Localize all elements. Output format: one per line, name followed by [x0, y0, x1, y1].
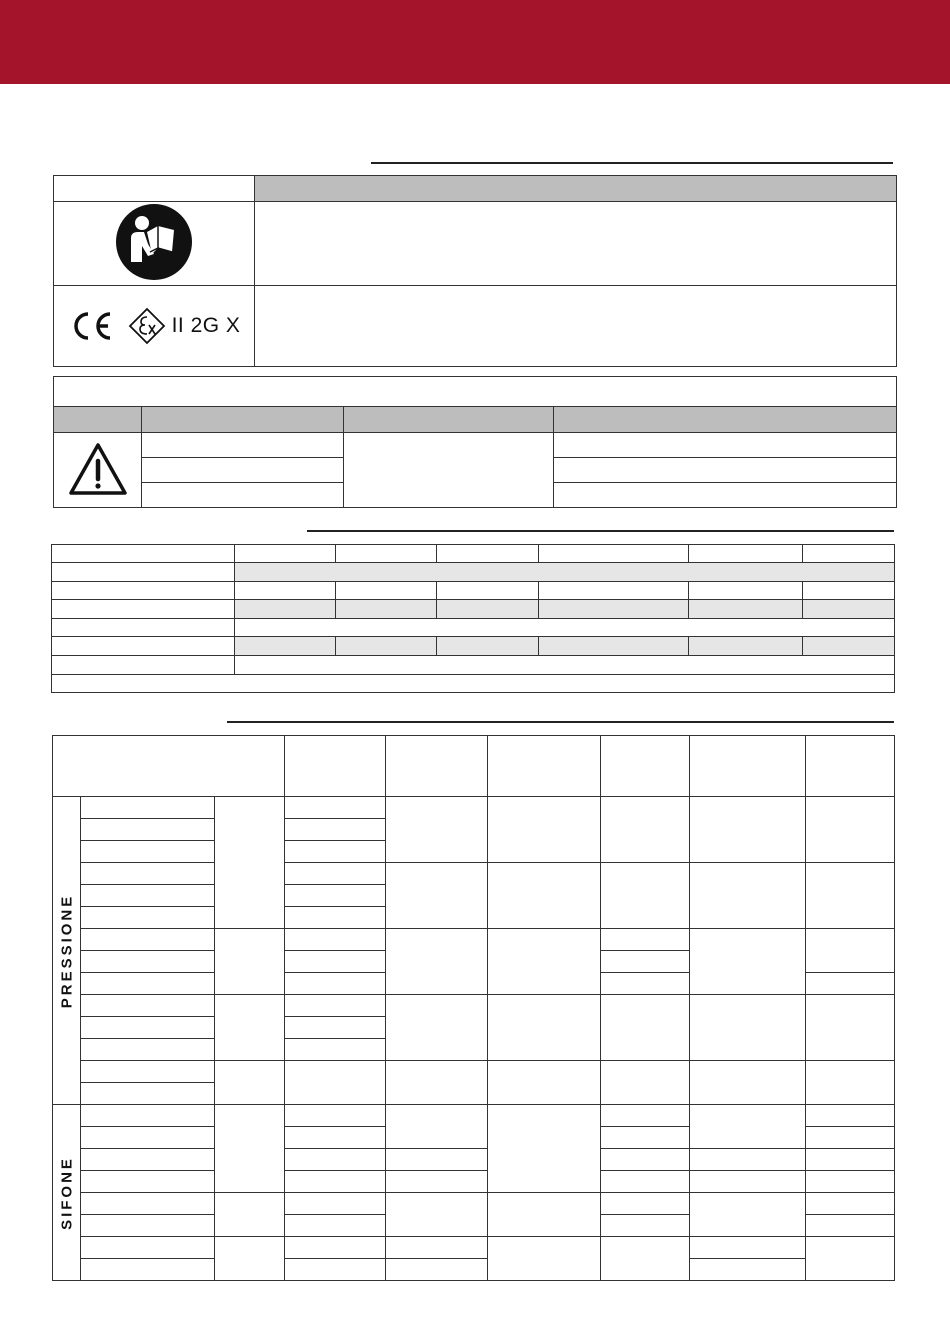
tech-cell [52, 619, 235, 637]
pressione-label: PRESSIONE [58, 893, 75, 1008]
tech-cell [803, 582, 895, 600]
pressione-label-cell [53, 797, 81, 1105]
config-cell [806, 1193, 895, 1215]
config-cell [386, 1259, 488, 1281]
config-cell [285, 1215, 386, 1237]
config-cell [81, 951, 215, 973]
config-cell [285, 819, 386, 841]
config-cell [81, 929, 215, 951]
section-rule-3 [227, 721, 894, 723]
config-cell [285, 1259, 386, 1281]
config-cell [81, 1017, 215, 1039]
config-cell [285, 1105, 386, 1127]
config-cell [285, 863, 386, 885]
config-cell [806, 1127, 895, 1149]
tech-cell [52, 637, 235, 656]
atex-marking: II 2G X [171, 314, 241, 337]
sifone-label-cell [53, 1105, 81, 1281]
tech-cell [539, 545, 689, 563]
config-cell [806, 1215, 895, 1237]
manual-text-cell [255, 202, 897, 286]
config-cell [690, 1061, 806, 1105]
config-cell [601, 1149, 690, 1171]
config-cell [81, 1237, 215, 1259]
config-cell [386, 1149, 488, 1171]
config-header-cell [285, 736, 386, 797]
config-cell [81, 797, 215, 819]
config-cell [81, 1105, 215, 1127]
warning-icon-cell [54, 433, 142, 508]
tech-cell [235, 545, 336, 563]
config-cell [386, 995, 488, 1061]
read-manual-icon [114, 202, 194, 282]
section-rule-2 [307, 530, 894, 532]
config-cell [806, 929, 895, 973]
config-cell [81, 1193, 215, 1215]
section-rule-1 [371, 162, 893, 164]
config-cell [386, 1061, 488, 1105]
config-cell [81, 1039, 215, 1061]
config-cell [81, 1259, 215, 1281]
config-cell [806, 863, 895, 929]
config-cell [601, 1237, 690, 1281]
symbols-header-right [255, 176, 897, 202]
warnings-header-cell [142, 407, 344, 433]
tech-cell [235, 600, 336, 619]
config-cell [690, 1105, 806, 1149]
config-cell [601, 863, 690, 929]
warnings-header-cell [554, 407, 897, 433]
warnings-table [53, 376, 897, 508]
warnings-cell [142, 483, 344, 508]
header-bar [0, 0, 950, 84]
config-cell [81, 1083, 215, 1105]
config-cell [601, 797, 690, 863]
tech-cell [235, 656, 895, 675]
config-cell [285, 1237, 386, 1259]
config-cell [386, 929, 488, 995]
certification-text-cell [255, 286, 897, 367]
config-cell [488, 929, 601, 995]
config-header-cell [690, 736, 806, 797]
config-cell [285, 797, 386, 819]
tech-cell [539, 600, 689, 619]
config-cell [806, 1061, 895, 1105]
tech-cell [235, 582, 336, 600]
config-cell [215, 1237, 285, 1281]
config-cell [81, 863, 215, 885]
config-cell [488, 995, 601, 1061]
config-cell [81, 1215, 215, 1237]
tech-cell [336, 637, 437, 656]
config-cell [806, 1105, 895, 1127]
config-cell [601, 1105, 690, 1127]
ce-mark-icon [68, 311, 114, 341]
config-cell [690, 1237, 806, 1259]
tech-cell [689, 637, 803, 656]
config-cell [81, 995, 215, 1017]
config-cell [81, 1149, 215, 1171]
config-cell [601, 1193, 690, 1215]
tech-cell [437, 637, 539, 656]
config-cell [386, 863, 488, 929]
config-cell [488, 1193, 601, 1237]
config-cell [285, 995, 386, 1017]
symbols-header-left [54, 176, 255, 202]
tech-cell [437, 582, 539, 600]
config-cell [690, 1149, 806, 1171]
config-cell [386, 1105, 488, 1149]
config-cell [690, 863, 806, 929]
config-cell [601, 951, 690, 973]
config-cell [215, 1061, 285, 1105]
technical-data-table [51, 544, 895, 693]
config-cell [285, 929, 386, 951]
warnings-cell [344, 433, 554, 508]
tech-cell [689, 600, 803, 619]
config-cell [601, 1215, 690, 1237]
tech-cell [437, 600, 539, 619]
config-cell [601, 973, 690, 995]
manual-icon-cell [54, 202, 255, 286]
tech-cell [539, 637, 689, 656]
tech-cell [336, 582, 437, 600]
symbols-table [53, 175, 897, 367]
config-header-cell [53, 736, 285, 797]
config-header-cell [386, 736, 488, 797]
config-cell [285, 1017, 386, 1039]
tech-cell [336, 600, 437, 619]
tech-cell [803, 637, 895, 656]
config-cell [601, 1061, 690, 1105]
config-cell [601, 929, 690, 951]
config-cell [690, 995, 806, 1061]
config-cell [285, 1127, 386, 1149]
config-cell [285, 1149, 386, 1171]
tech-cell [539, 582, 689, 600]
tech-cell [235, 563, 895, 582]
tech-cell [803, 545, 895, 563]
config-cell [806, 1149, 895, 1171]
config-cell [215, 995, 285, 1061]
warning-triangle-icon [67, 441, 129, 497]
config-cell [285, 885, 386, 907]
config-cell [215, 797, 285, 929]
certification-cell [54, 286, 255, 367]
warnings-title-row [54, 377, 897, 407]
warnings-cell [142, 458, 344, 483]
config-cell [285, 1039, 386, 1061]
config-cell [690, 929, 806, 995]
warnings-cell [554, 483, 897, 508]
config-cell [285, 841, 386, 863]
sifone-label: SIFONE [58, 1155, 75, 1230]
config-cell [81, 819, 215, 841]
config-cell [215, 1105, 285, 1193]
config-cell [285, 951, 386, 973]
config-cell [285, 1193, 386, 1215]
tech-cell [52, 675, 895, 693]
tech-cell [336, 545, 437, 563]
tech-cell [52, 563, 235, 582]
config-cell [386, 797, 488, 863]
config-cell [488, 1061, 601, 1105]
config-cell [806, 973, 895, 995]
tech-cell [689, 545, 803, 563]
tech-cell [52, 545, 235, 563]
warnings-header-cell [344, 407, 554, 433]
warnings-header-cell [54, 407, 142, 433]
config-cell [806, 995, 895, 1061]
tech-cell [803, 600, 895, 619]
config-cell [690, 1171, 806, 1193]
tech-cell [437, 545, 539, 563]
tech-cell [52, 656, 235, 675]
config-cell [81, 885, 215, 907]
config-cell [488, 797, 601, 863]
configurations-table [52, 735, 895, 1281]
config-cell [285, 1171, 386, 1193]
config-cell [215, 1193, 285, 1237]
config-header-cell [488, 736, 601, 797]
config-cell [81, 1127, 215, 1149]
config-header-cell [806, 736, 895, 797]
config-cell [81, 1171, 215, 1193]
config-cell [806, 1171, 895, 1193]
warnings-cell [554, 433, 897, 458]
config-cell [601, 995, 690, 1061]
config-cell [690, 797, 806, 863]
config-cell [215, 929, 285, 995]
config-cell [488, 863, 601, 929]
warnings-cell [142, 433, 344, 458]
config-cell [386, 1237, 488, 1259]
config-cell [285, 973, 386, 995]
config-cell [488, 1105, 601, 1193]
config-cell [81, 841, 215, 863]
config-cell [81, 1061, 215, 1083]
config-cell [601, 1171, 690, 1193]
tech-cell [52, 582, 235, 600]
config-cell [806, 1237, 895, 1281]
config-cell [690, 1193, 806, 1237]
config-cell [386, 1193, 488, 1237]
config-header-cell [601, 736, 690, 797]
config-cell [285, 1061, 386, 1105]
config-cell [81, 907, 215, 929]
config-cell [806, 797, 895, 863]
config-cell [690, 1259, 806, 1281]
config-cell [285, 907, 386, 929]
config-cell [81, 973, 215, 995]
config-cell [601, 1127, 690, 1149]
config-cell [386, 1171, 488, 1193]
config-cell [488, 1237, 601, 1281]
tech-cell [689, 582, 803, 600]
ex-atex-icon [128, 307, 166, 345]
tech-cell [52, 600, 235, 619]
warnings-cell [554, 458, 897, 483]
tech-cell [235, 619, 895, 637]
tech-cell [235, 637, 336, 656]
